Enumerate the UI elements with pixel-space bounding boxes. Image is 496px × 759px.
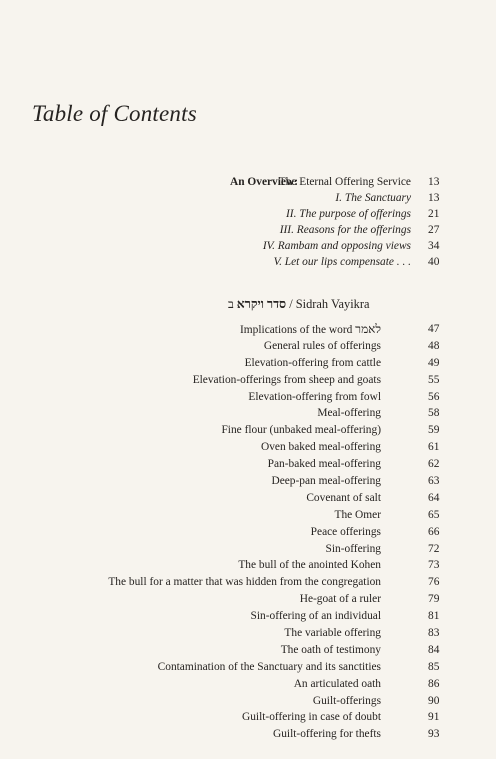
overview-section xyxy=(30,174,460,271)
sidrah-hebrew-title: סדר ויקרא xyxy=(236,297,287,311)
page-number: 27 xyxy=(428,224,440,237)
toc-entry xyxy=(30,321,460,338)
page-number: 83 xyxy=(428,627,440,640)
overview-item-text: I. The Sanctuary xyxy=(335,192,411,205)
page-title: Table of Contents xyxy=(32,101,197,126)
entry-text: The Omer xyxy=(334,508,381,521)
toc-entry xyxy=(30,591,460,608)
page-number: 40 xyxy=(428,256,440,269)
entry-text: Contamination of the Sanctuary and its sanctities xyxy=(157,660,381,673)
entry-text: Sin-offering xyxy=(325,542,381,555)
toc-entry xyxy=(30,693,460,710)
toc-entry xyxy=(30,524,460,541)
entry-text: An articulated oath xyxy=(293,677,381,690)
page-number: 65 xyxy=(428,508,440,521)
entry-text: Sin-offering of an individual xyxy=(250,610,381,623)
sidrah-english-title: Sidrah Vayikra xyxy=(295,297,370,311)
overview-item-text: II. The purpose of offerings xyxy=(286,208,411,221)
entry-text: Guilt-offering in case of doubt xyxy=(242,711,381,724)
page-number: 21 xyxy=(428,208,440,221)
page-number: 93 xyxy=(428,728,440,741)
toc-entry xyxy=(30,372,460,389)
page-number: 66 xyxy=(428,525,440,538)
toc-entry xyxy=(30,490,460,507)
overview-item-text: The Eternal Offering Service xyxy=(278,176,411,188)
toc-entry xyxy=(30,507,460,524)
page-number: 90 xyxy=(428,694,440,707)
sidrah-separator: / xyxy=(286,297,296,311)
ornament-logo: ב xyxy=(228,297,234,311)
page-number: 73 xyxy=(428,559,440,572)
page-number: 79 xyxy=(428,593,440,606)
page-number: 63 xyxy=(428,475,440,488)
entry-text: Peace offerings xyxy=(310,525,381,538)
page-number: 86 xyxy=(428,677,440,690)
overview-item-text: V. Let our lips compensate . . . xyxy=(273,256,411,269)
page-number: 85 xyxy=(428,660,440,673)
page-number: 76 xyxy=(428,576,440,589)
toc-entry xyxy=(30,676,460,693)
page-number: 58 xyxy=(428,407,440,420)
page-number: 64 xyxy=(428,491,440,504)
overview-row xyxy=(30,254,460,270)
overview-item-text: III. Reasons for the offerings xyxy=(279,224,411,237)
page-number: 48 xyxy=(428,339,440,352)
toc-entry xyxy=(30,422,460,439)
toc-entry xyxy=(30,456,460,473)
page-number: 59 xyxy=(428,424,440,437)
toc-entry xyxy=(30,574,460,591)
entry-text: Deep-pan meal-offering xyxy=(271,475,381,488)
entry-text: Meal-offering xyxy=(317,407,381,420)
toc-entry xyxy=(30,338,460,355)
overview-row xyxy=(30,190,460,206)
page-number: 13 xyxy=(428,176,440,188)
toc-entry xyxy=(30,439,460,456)
entry-label: Implications of the word xyxy=(240,324,356,336)
toc-entry xyxy=(30,541,460,558)
page-number: 91 xyxy=(428,711,440,724)
entry-text: Fine flour (unbaked meal-offering) xyxy=(221,424,381,437)
toc-entry xyxy=(30,405,460,422)
entry-hebrew-word: לאמר xyxy=(355,322,381,336)
overview-row xyxy=(30,238,460,254)
toc-entry xyxy=(30,473,460,490)
toc-entry xyxy=(30,659,460,676)
page-number: 47 xyxy=(428,323,440,335)
entry-text: Pan-baked meal-offering xyxy=(267,458,381,471)
entry-text: Oven baked meal-offering xyxy=(261,441,381,454)
toc-entries xyxy=(30,321,460,743)
page-number: 34 xyxy=(428,240,440,253)
entry-text: The oath of testimony xyxy=(280,643,381,656)
toc-entry xyxy=(30,557,460,574)
page-number: 56 xyxy=(428,390,440,403)
entry-text: The bull for a matter that was hidden from the congregation xyxy=(108,576,381,589)
page-number: 61 xyxy=(428,441,440,454)
page-number: 84 xyxy=(428,643,440,656)
overview-row xyxy=(30,222,460,238)
entry-text: Elevation-offering from fowl xyxy=(248,390,381,403)
toc-entry xyxy=(30,709,460,726)
entry-text: He-goat of a ruler xyxy=(299,593,381,606)
entry-text xyxy=(240,321,381,339)
entry-text: The bull of the anointed Kohen xyxy=(238,559,381,572)
toc-entry xyxy=(30,726,460,743)
page-number: 72 xyxy=(428,542,440,555)
entry-text: Covenant of salt xyxy=(306,491,381,504)
toc-entry xyxy=(30,355,460,372)
page-number: 55 xyxy=(428,373,440,386)
overview-row xyxy=(30,174,460,190)
entry-text: Elevation-offering from cattle xyxy=(244,356,381,369)
overview-label: An Overview: xyxy=(229,176,298,188)
overview-row xyxy=(30,206,460,222)
entry-text: General rules of offerings xyxy=(263,339,381,352)
overview-item-text: IV. Rambam and opposing views xyxy=(262,240,411,253)
page-number: 62 xyxy=(428,458,440,471)
toc-entry xyxy=(30,389,460,406)
toc-entry xyxy=(30,642,460,659)
page-number: 81 xyxy=(428,610,440,623)
entry-text: Guilt-offerings xyxy=(312,694,381,707)
page-number: 13 xyxy=(428,192,440,205)
entry-text: The variable offering xyxy=(284,627,381,640)
toc-entry xyxy=(30,625,460,642)
toc-entry xyxy=(30,608,460,625)
entry-text: Elevation-offerings from sheep and goats xyxy=(192,373,381,386)
entry-text: Guilt-offering for thefts xyxy=(273,728,381,741)
page-number: 49 xyxy=(428,356,440,369)
sidrah-heading xyxy=(228,297,370,312)
